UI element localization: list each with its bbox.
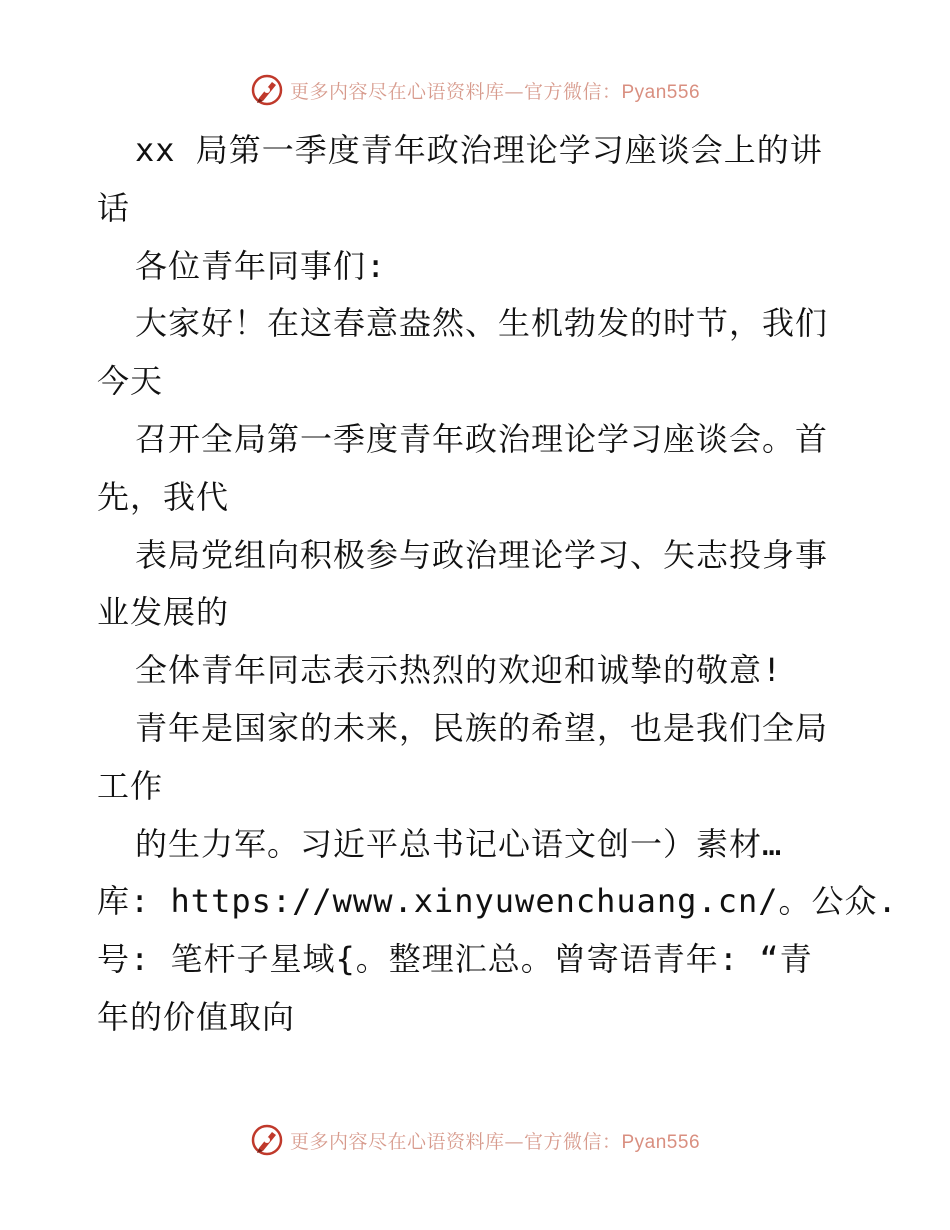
watermark-text <box>290 1127 700 1154</box>
document-title-line-1: xx 局第一季度青年政治理论学习座谈会上的讲 <box>135 131 823 169</box>
watermark-separator: — <box>504 1130 524 1153</box>
watermark-wechat-label: 官方微信： <box>523 80 622 103</box>
watermark-site-name: 更多内容尽在心语资料库 <box>289 80 505 103</box>
watermark-handle: Pyan556 <box>621 1131 701 1153</box>
paragraph-line: 青年是国家的未来，民族的希望，也是我们全局 <box>135 708 829 747</box>
footer-watermark-banner <box>0 1120 950 1160</box>
paragraph-line: 全体青年同志表示热烈的欢迎和诚挚的敬意! <box>135 651 783 690</box>
paragraph-line: 年的价值取向 <box>97 997 296 1036</box>
paragraph-line: 召开全局第一季度青年政治理论学习座谈会。首 <box>135 419 829 458</box>
paragraph-line: 今天 <box>97 362 164 401</box>
paragraph-line: 表局党组向积极参与政治理论学习、矢志投身事 <box>135 535 829 574</box>
paragraph-line: 的生力军。习近平总书记心语文创一）素材… <box>135 824 783 863</box>
salutation: 各位青年同事们: <box>135 246 387 285</box>
paragraph-line: 工作 <box>97 766 164 805</box>
watermark-site-name: 更多内容尽在心语资料库 <box>289 1130 505 1153</box>
header-watermark-banner <box>0 70 950 110</box>
watermark-wechat-label: 官方微信： <box>523 1130 622 1153</box>
document-body <box>97 122 898 1047</box>
paragraph-line: 大家好！在这春意盎然、生机勃发的时节，我们 <box>135 304 829 343</box>
watermark-handle: Pyan556 <box>621 81 701 103</box>
pen-logo-icon <box>250 1123 284 1157</box>
paragraph-line: 号: 笔杆子星域{。整理汇总。曾寄语青年: “青 <box>97 940 813 979</box>
paragraph-line: 业发展的 <box>97 593 230 632</box>
watermark-text <box>290 77 700 104</box>
pen-logo-icon <box>250 73 284 107</box>
watermark-separator: — <box>504 80 524 103</box>
document-title-line-2: 话 <box>97 188 131 227</box>
paragraph-line: 库: https://www.xinyuwenchuang.cn/。公众. <box>97 882 898 921</box>
paragraph-line: 先，我代 <box>97 477 230 516</box>
